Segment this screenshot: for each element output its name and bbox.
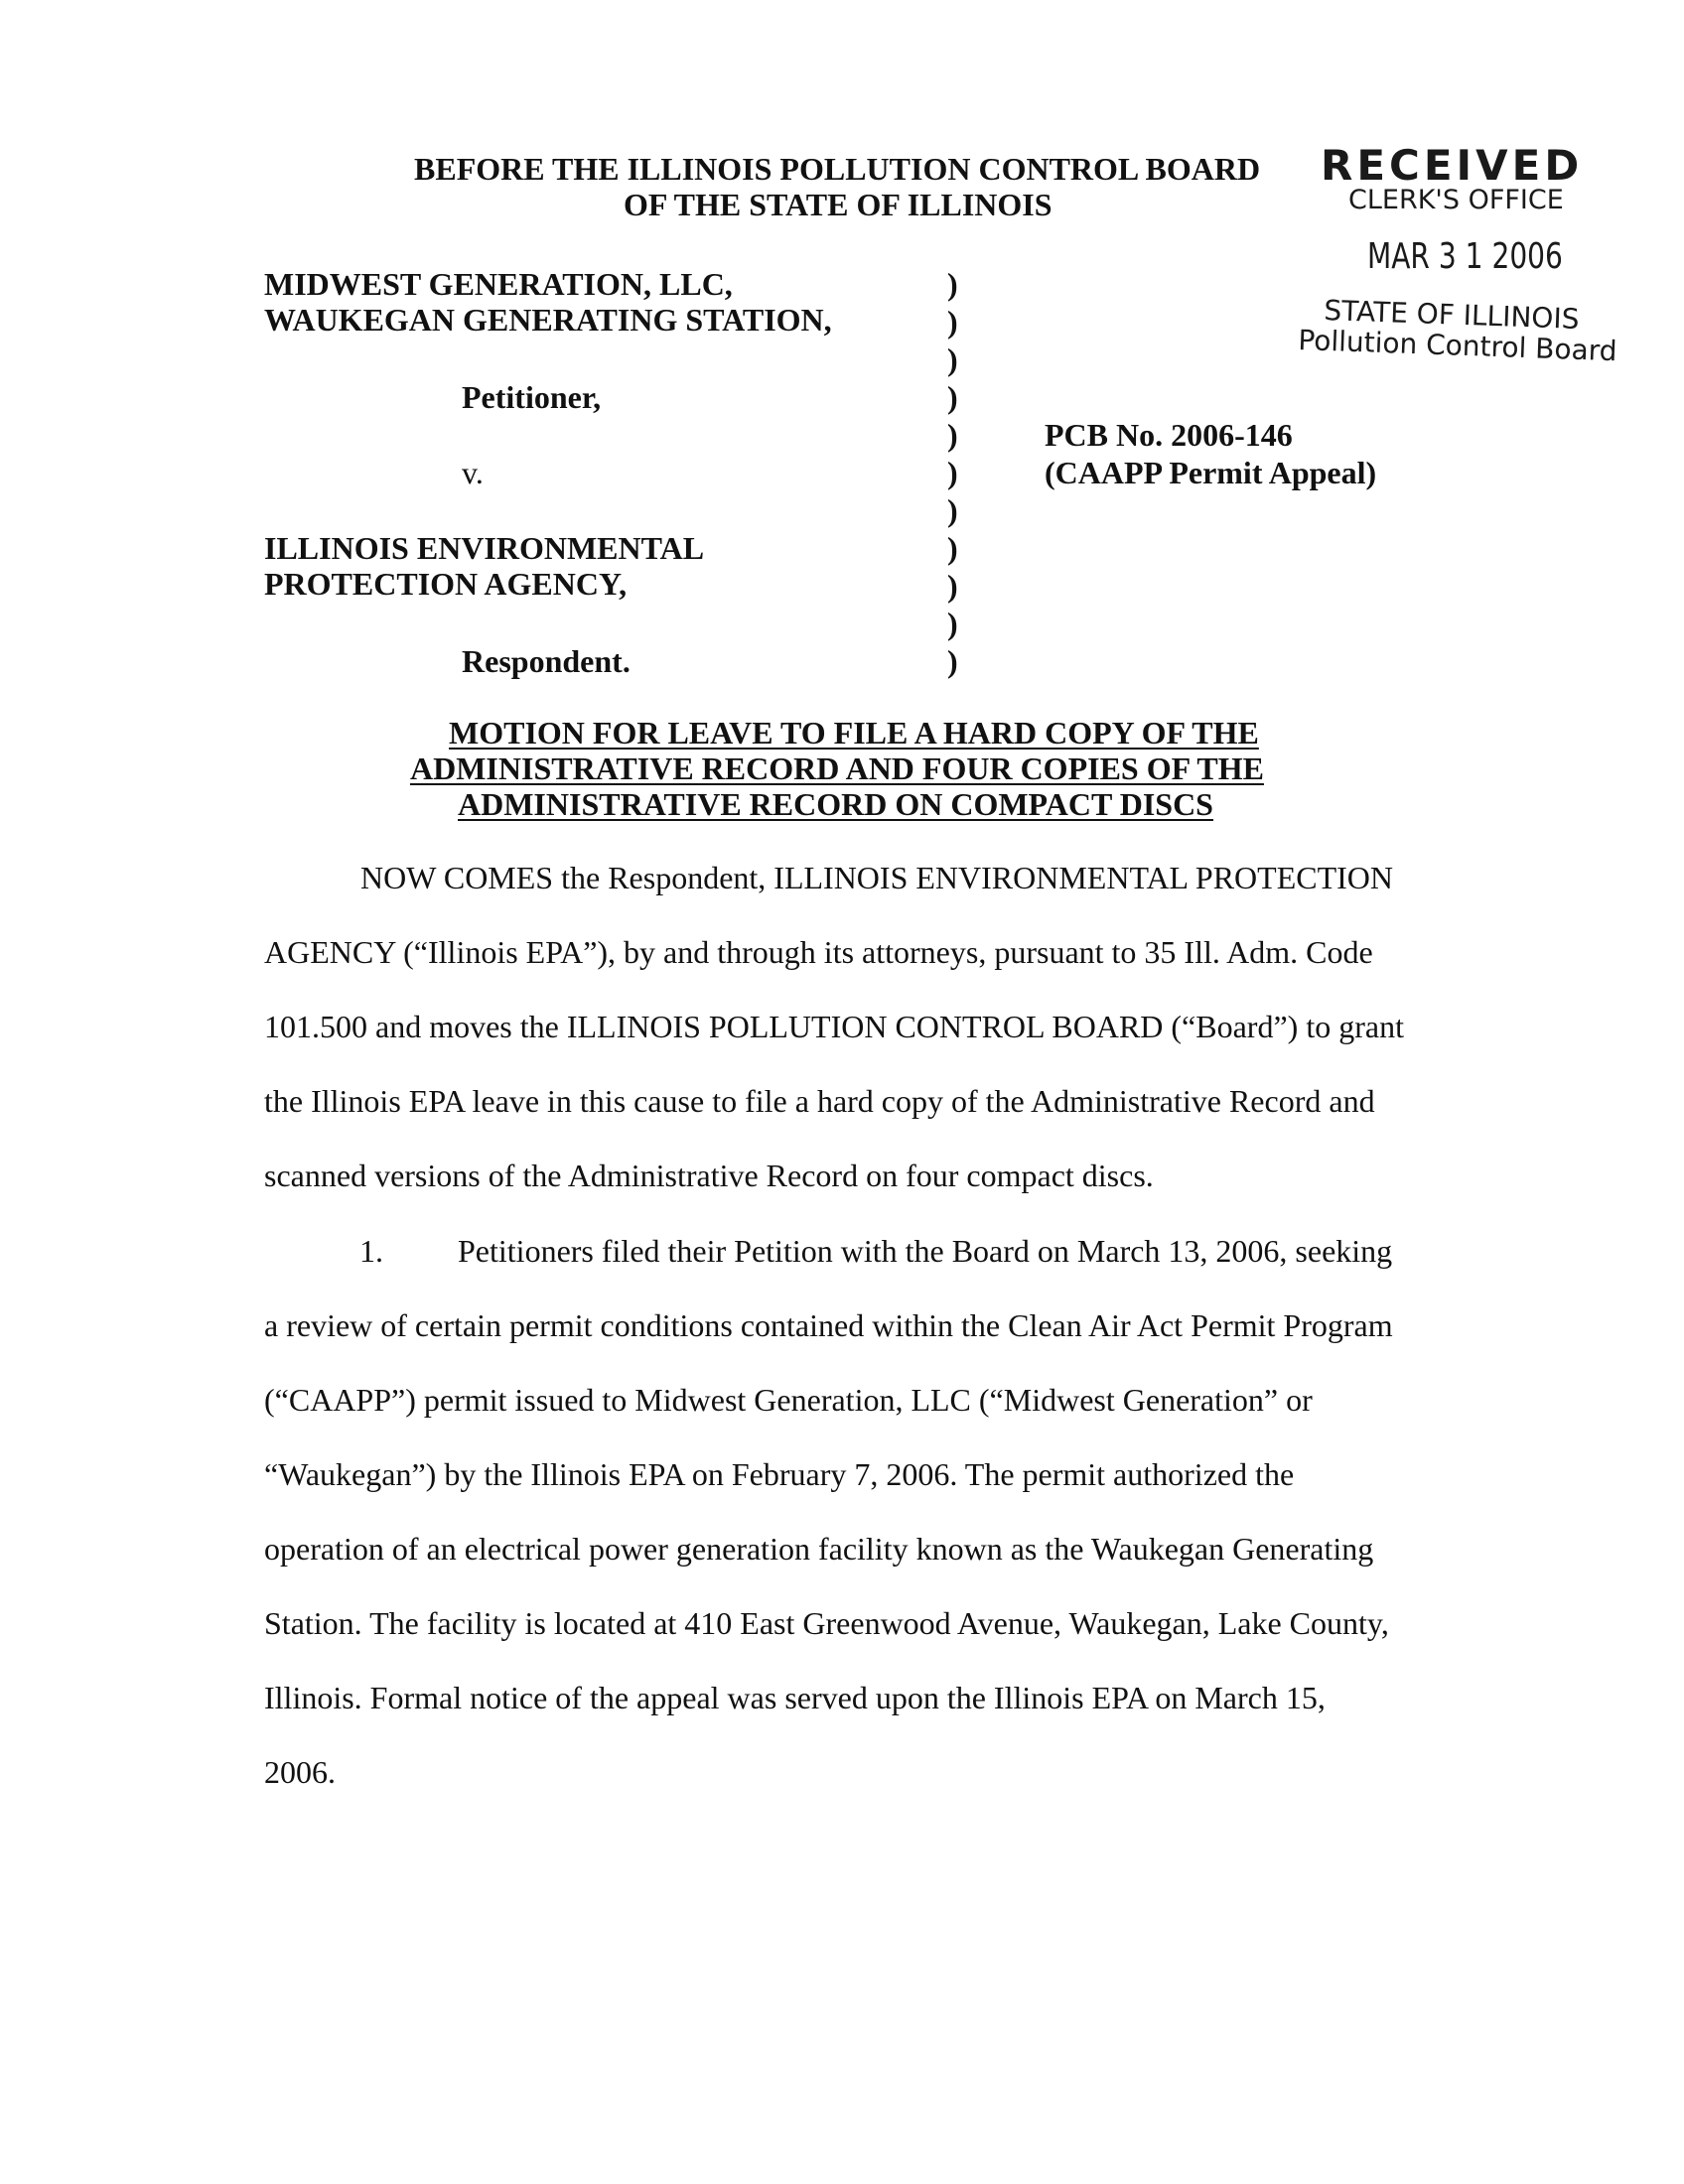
petitioner-role: Petitioner, [462, 379, 602, 415]
caption-paren: ) [947, 568, 958, 604]
intro-line: scanned versions of the Administrative Record on four compact discs. [264, 1158, 1154, 1193]
caption-paren: ) [947, 379, 958, 415]
respondent-name-line2: PROTECTION AGENCY, [264, 566, 628, 602]
petitioner-name-line2: WAUKEGAN GENERATING STATION, [264, 302, 832, 338]
respondent-name-line1: ILLINOIS ENVIRONMENTAL [264, 530, 705, 566]
paragraph-line: operation of an electrical power generation facility known as the Waukegan Generating [264, 1531, 1374, 1567]
stamp-date: MAR 3 1 2006 [1367, 236, 1563, 277]
paragraph-line: Illinois. Formal notice of the appeal was served upon the Illinois EPA on March 15, [264, 1680, 1326, 1715]
paragraph-line: Petitioners filed their Petition with the Board on March 13, 2006, seeking [458, 1233, 1393, 1269]
paragraph-line: 2006. [264, 1754, 336, 1790]
caption-paren: ) [947, 417, 958, 453]
motion-title-line2: ADMINISTRATIVE RECORD AND FOUR COPIES OF THE [410, 751, 1264, 786]
intro-line: 101.500 and moves the ILLINOIS POLLUTION CONTROL BOARD (“Board”) to grant [264, 1009, 1404, 1044]
stamp-received: RECEIVED [1321, 141, 1584, 190]
caption-paren: ) [947, 455, 958, 490]
motion-title-line1: MOTION FOR LEAVE TO FILE A HARD COPY OF THE [449, 715, 1259, 751]
stamp-board: Pollution Control Board [1297, 324, 1618, 368]
case-type: (CAAPP Permit Appeal) [1045, 455, 1377, 490]
paragraph-line: (“CAAPP”) permit issued to Midwest Generation, LLC (“Midwest Generation” or [264, 1382, 1313, 1418]
stamp-state: STATE OF ILLINOIS [1323, 294, 1580, 336]
paragraph-line: Station. The facility is located at 410 East Greenwood Avenue, Waukegan, Lake County, [264, 1605, 1389, 1641]
caption-paren: ) [947, 530, 958, 566]
paragraph-line: a review of certain permit conditions contained within the Clean Air Act Permit Program [264, 1307, 1393, 1343]
stamp-office: CLERK'S OFFICE [1348, 185, 1564, 215]
intro-line: NOW COMES the Respondent, ILLINOIS ENVIRONMENTAL PROTECTION [360, 860, 1394, 895]
petitioner-name-line1: MIDWEST GENERATION, LLC, [264, 266, 733, 302]
motion-title-line3: ADMINISTRATIVE RECORD ON COMPACT DISCS [458, 786, 1213, 822]
paragraph-line: “Waukegan”) by the Illinois EPA on February 7, 2006. The permit authorized the [264, 1456, 1295, 1492]
intro-line: the Illinois EPA leave in this cause to file a hard copy of the Administrative Record and [264, 1083, 1375, 1119]
caption-paren: ) [947, 266, 958, 302]
respondent-role: Respondent. [462, 643, 631, 679]
caption-paren: ) [947, 492, 958, 528]
intro-line: AGENCY (“Illinois EPA”), by and through its attorneys, pursuant to 35 Ill. Adm. Code [264, 934, 1373, 970]
caption-paren: ) [947, 643, 958, 679]
header-court-line: BEFORE THE ILLINOIS POLLUTION CONTROL BOARD [414, 151, 1261, 187]
versus: v. [462, 455, 484, 490]
caption-paren: ) [947, 606, 958, 641]
header-state-line: OF THE STATE OF ILLINOIS [624, 187, 1052, 222]
case-number: PCB No. 2006-146 [1045, 417, 1293, 453]
caption-paren: ) [947, 341, 958, 377]
caption-paren: ) [947, 304, 958, 340]
paragraph-number: 1. [359, 1233, 383, 1269]
